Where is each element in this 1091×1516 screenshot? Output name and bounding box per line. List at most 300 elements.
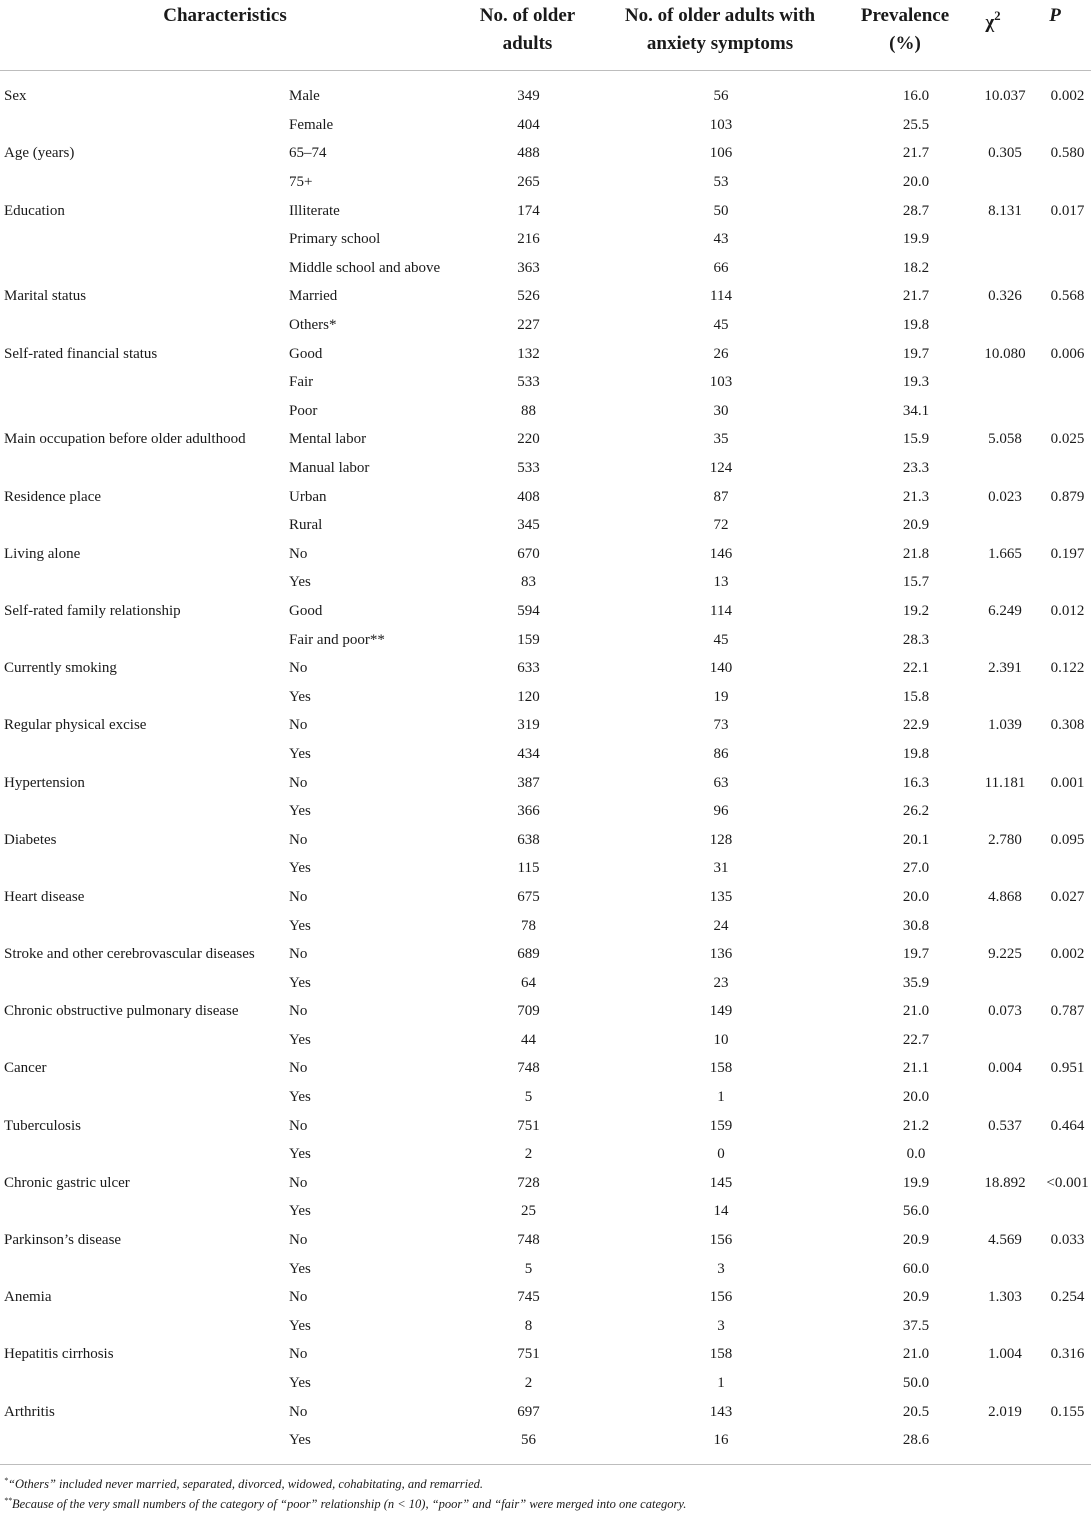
p-value-cell: [1044, 797, 1091, 826]
category-cell: Illiterate: [289, 202, 340, 219]
table-row: [0, 1083, 1091, 1112]
category-cell: Manual labor: [289, 460, 370, 477]
table-row: [0, 997, 1091, 1026]
chi-square-cell: [966, 1140, 1044, 1169]
prevalence-cell: 60.0: [902, 1260, 930, 1277]
characteristic-cell: [0, 1312, 289, 1341]
anxiety-count-cell: 1: [717, 1089, 725, 1106]
table-row: [0, 1369, 1091, 1398]
table-body: [0, 82, 1091, 1455]
characteristic-cell: Marital status: [4, 288, 87, 305]
prevalence-cell: 28.7: [902, 202, 930, 219]
table-row: [0, 482, 1091, 511]
table-row: [0, 368, 1091, 397]
n-adults-cell: 88: [521, 402, 536, 419]
prevalence-cell: 21.1: [902, 1060, 930, 1077]
chi-square-cell: [966, 1083, 1044, 1112]
category-cell: Yes: [289, 1146, 311, 1163]
footnote-2-text: Because of the very small numbers of the category of “poor” relationship (n < 10), “poor” and “fair” were merged into one category.: [12, 1497, 687, 1512]
characteristic-cell: Self-rated financial status: [4, 345, 158, 362]
anxiety-count-cell: 145: [709, 1174, 733, 1191]
anxiety-count-cell: 159: [709, 1117, 733, 1134]
n-adults-cell: 159: [517, 631, 540, 648]
p-value-cell: [1044, 111, 1091, 140]
characteristic-cell: [0, 568, 289, 597]
n-adults-cell: 115: [517, 860, 540, 877]
p-value-cell: <0.001: [1046, 1174, 1089, 1191]
prevalence-cell: 19.7: [902, 946, 930, 963]
chi-square-cell: [966, 1426, 1044, 1455]
characteristic-cell: Education: [4, 202, 65, 219]
characteristic-cell: [0, 1426, 289, 1455]
category-cell: Female: [289, 116, 334, 133]
n-adults-cell: 56: [521, 1432, 536, 1449]
table-row: [0, 1283, 1091, 1312]
prevalence-cell: 15.7: [902, 574, 930, 591]
prevalence-cell: 22.9: [902, 717, 930, 734]
prevalence-cell: 20.9: [902, 1232, 930, 1249]
data-table: [0, 82, 1091, 1455]
anxiety-count-cell: 56: [713, 88, 729, 105]
characteristic-cell: Self-rated family relationship: [4, 602, 181, 619]
p-value-cell: 0.017: [1050, 202, 1085, 219]
characteristic-cell: [0, 968, 289, 997]
n-adults-cell: 25: [521, 1203, 536, 1220]
table-row: [0, 883, 1091, 912]
p-value-cell: [1044, 1312, 1091, 1341]
characteristic-cell: [0, 854, 289, 883]
n-adults-cell: 132: [517, 345, 540, 362]
category-cell: Yes: [289, 574, 311, 591]
p-value-cell: 0.464: [1050, 1117, 1085, 1134]
footnote-2: [4, 1496, 686, 1512]
anxiety-count-cell: 158: [709, 1346, 733, 1363]
anxiety-count-cell: 106: [709, 145, 733, 162]
n-adults-cell: 363: [517, 259, 540, 276]
table-row: [0, 768, 1091, 797]
n-adults-cell: 2: [524, 1146, 533, 1163]
n-adults-cell: 83: [521, 574, 536, 591]
chi-square-cell: 2.780: [988, 831, 1022, 848]
characteristic-cell: [0, 1197, 289, 1226]
prevalence-cell: 50.0: [902, 1375, 930, 1392]
p-value-cell: [1044, 454, 1091, 483]
header-characteristics: Characteristics: [163, 5, 287, 26]
table-row: [0, 282, 1091, 311]
anxiety-count-cell: 149: [709, 1003, 733, 1020]
anxiety-count-cell: 45: [713, 317, 729, 334]
chi-square-cell: 0.023: [988, 488, 1022, 505]
table-row: [0, 740, 1091, 769]
n-adults-cell: 5: [524, 1089, 533, 1106]
characteristic-cell: [0, 311, 289, 340]
chi-square-cell: 2.019: [988, 1403, 1022, 1420]
category-cell: Yes: [289, 803, 311, 820]
prevalence-cell: 21.2: [902, 1117, 930, 1134]
table-row: [0, 1226, 1091, 1255]
chi-square-cell: [966, 968, 1044, 997]
anxiety-count-cell: 114: [710, 602, 732, 619]
p-value-cell: 0.580: [1050, 145, 1085, 162]
n-adults-cell: 670: [517, 545, 540, 562]
category-cell: No: [289, 1289, 308, 1306]
table-row: [0, 854, 1091, 883]
p-value-cell: 0.002: [1050, 88, 1085, 105]
p-value-cell: 0.122: [1050, 660, 1085, 677]
prevalence-cell: 0.0: [906, 1146, 926, 1163]
characteristic-cell: Living alone: [4, 545, 81, 562]
anxiety-count-cell: 73: [713, 717, 729, 734]
n-adults-cell: 434: [517, 745, 540, 762]
p-value-cell: 0.025: [1050, 431, 1085, 448]
chi-square-cell: [966, 368, 1044, 397]
header-prevalence: [850, 2, 960, 58]
p-value-cell: [1044, 854, 1091, 883]
anxiety-count-cell: 103: [709, 116, 733, 133]
header-prev-line1: Prevalence: [860, 5, 950, 26]
characteristic-cell: [0, 168, 289, 197]
chi-square-cell: [966, 225, 1044, 254]
header-anxiety: [600, 2, 840, 58]
anxiety-count-cell: 87: [713, 488, 729, 505]
n-adults-cell: 5: [524, 1260, 533, 1277]
table-row: [0, 139, 1091, 168]
prevalence-cell: 16.3: [902, 774, 930, 791]
header-chi-square: [963, 2, 1023, 37]
table-row: [0, 1169, 1091, 1198]
table-row: [0, 797, 1091, 826]
table-row: [0, 1054, 1091, 1083]
footnote-1: [4, 1476, 483, 1492]
n-adults-cell: 8: [524, 1317, 533, 1334]
category-cell: Mental labor: [289, 431, 367, 448]
anxiety-count-cell: 10: [713, 1031, 729, 1048]
characteristic-cell: Sex: [4, 88, 27, 105]
n-adults-cell: 709: [517, 1003, 540, 1020]
category-cell: No: [289, 545, 308, 562]
chi-square-cell: 1.004: [988, 1346, 1022, 1363]
p-value-cell: [1044, 1140, 1091, 1169]
chi-square-cell: [966, 1026, 1044, 1055]
category-cell: 65–74: [289, 145, 327, 162]
prevalence-cell: 20.1: [902, 831, 930, 848]
p-value-cell: 0.316: [1050, 1346, 1085, 1363]
chi-square-cell: [966, 1369, 1044, 1398]
prevalence-cell: 21.3: [902, 488, 930, 505]
table-row: [0, 1140, 1091, 1169]
category-cell: Yes: [289, 1432, 311, 1449]
characteristic-cell: Heart disease: [4, 888, 85, 905]
anxiety-count-cell: 63: [713, 774, 729, 791]
table-row: [0, 225, 1091, 254]
category-cell: Yes: [289, 1089, 311, 1106]
p-value-cell: 0.033: [1050, 1232, 1085, 1249]
n-adults-cell: 526: [517, 288, 540, 305]
chi-square-cell: 0.073: [988, 1003, 1022, 1020]
anxiety-count-cell: 35: [713, 431, 729, 448]
n-adults-cell: 488: [517, 145, 540, 162]
prevalence-cell: 37.5: [902, 1317, 930, 1334]
table-row: [0, 511, 1091, 540]
n-adults-cell: 216: [517, 231, 540, 248]
characteristic-cell: Tuberculosis: [4, 1117, 81, 1134]
category-cell: No: [289, 1232, 308, 1249]
p-value-cell: 0.006: [1050, 345, 1085, 362]
chi-square-cell: [966, 1197, 1044, 1226]
header-anx-line1: No. of older adults with: [624, 5, 816, 26]
characteristic-cell: [0, 1254, 289, 1283]
prevalence-cell: 26.2: [902, 803, 930, 820]
n-adults-cell: 227: [517, 317, 540, 334]
characteristic-cell: Cancer: [4, 1060, 47, 1077]
prevalence-cell: 19.9: [902, 1174, 930, 1191]
header-chi-exp: 2: [994, 8, 1001, 23]
prevalence-cell: 19.8: [902, 745, 930, 762]
anxiety-count-cell: 114: [710, 288, 732, 305]
anxiety-count-cell: 45: [713, 631, 729, 648]
p-value-cell: 0.012: [1050, 602, 1085, 619]
table-row: [0, 1254, 1091, 1283]
category-cell: Fair: [289, 374, 314, 391]
category-cell: Good: [289, 602, 323, 619]
anxiety-count-cell: 158: [709, 1060, 733, 1077]
chi-square-cell: 18.892: [984, 1174, 1026, 1191]
p-value-cell: [1044, 968, 1091, 997]
n-adults-cell: 120: [517, 688, 540, 705]
characteristic-cell: [0, 740, 289, 769]
p-value-cell: [1044, 397, 1091, 426]
p-value-cell: 0.155: [1050, 1403, 1085, 1420]
p-value-cell: [1044, 1026, 1091, 1055]
p-value-cell: [1044, 1197, 1091, 1226]
n-adults-cell: 64: [521, 974, 536, 991]
prevalence-cell: 28.6: [902, 1432, 930, 1449]
table-row: [0, 1340, 1091, 1369]
characteristic-cell: Chronic gastric ulcer: [4, 1174, 130, 1191]
chi-square-cell: [966, 568, 1044, 597]
anxiety-count-cell: 96: [713, 803, 729, 820]
n-adults-cell: 638: [517, 831, 540, 848]
p-value-cell: 0.001: [1050, 774, 1085, 791]
anxiety-count-cell: 26: [713, 345, 729, 362]
table-row: [0, 1312, 1091, 1341]
chi-square-cell: 8.131: [988, 202, 1022, 219]
characteristic-cell: [0, 1140, 289, 1169]
category-cell: No: [289, 1060, 308, 1077]
n-adults-cell: 366: [517, 803, 540, 820]
characteristic-cell: Arthritis: [4, 1403, 55, 1420]
chi-square-cell: [966, 682, 1044, 711]
prevalence-cell: 20.0: [902, 174, 930, 191]
chi-square-cell: [966, 454, 1044, 483]
p-value-cell: [1044, 225, 1091, 254]
anxiety-count-cell: 136: [709, 946, 733, 963]
n-adults-cell: 748: [517, 1060, 540, 1077]
prevalence-cell: 19.2: [902, 602, 930, 619]
table-row: [0, 454, 1091, 483]
prevalence-cell: 15.8: [902, 688, 930, 705]
bottom-rule: [0, 1464, 1091, 1465]
prevalence-cell: 56.0: [902, 1203, 930, 1220]
characteristic-cell: Diabetes: [4, 831, 57, 848]
n-adults-cell: 319: [517, 717, 540, 734]
chi-square-cell: 0.537: [988, 1117, 1022, 1134]
prevalence-cell: 21.7: [902, 145, 930, 162]
chi-square-cell: [966, 1254, 1044, 1283]
chi-square-cell: [966, 397, 1044, 426]
anxiety-count-cell: 156: [709, 1289, 733, 1306]
characteristic-cell: Hypertension: [4, 774, 85, 791]
anxiety-count-cell: 23: [713, 974, 729, 991]
characteristic-cell: [0, 682, 289, 711]
chi-square-cell: [966, 111, 1044, 140]
n-adults-cell: 404: [517, 116, 540, 133]
n-adults-cell: 44: [521, 1031, 536, 1048]
prevalence-cell: 21.0: [902, 1003, 930, 1020]
table-row: [0, 654, 1091, 683]
chi-square-cell: 9.225: [988, 946, 1022, 963]
table-row: [0, 168, 1091, 197]
chi-square-cell: 2.391: [988, 660, 1022, 677]
characteristic-cell: Hepatitis cirrhosis: [4, 1346, 114, 1363]
p-value-cell: [1044, 1083, 1091, 1112]
anxiety-count-cell: 124: [709, 460, 733, 477]
table-row: [0, 111, 1091, 140]
category-cell: No: [289, 1174, 308, 1191]
prevalence-cell: 35.9: [902, 974, 930, 991]
p-value-cell: 0.254: [1050, 1289, 1085, 1306]
characteristic-cell: [0, 1369, 289, 1398]
header-anx-line2: anxiety symptoms: [646, 33, 794, 54]
header-prev-line2: (%): [889, 33, 921, 54]
anxiety-count-cell: 43: [713, 231, 729, 248]
category-cell: No: [289, 717, 308, 734]
category-cell: No: [289, 660, 308, 677]
chi-square-cell: [966, 1312, 1044, 1341]
characteristic-cell: [0, 454, 289, 483]
characteristic-cell: Chronic obstructive pulmonary disease: [4, 1003, 239, 1020]
n-adults-cell: 748: [517, 1232, 540, 1249]
category-cell: Married: [289, 288, 338, 305]
anxiety-count-cell: 0: [717, 1146, 725, 1163]
category-cell: Others*: [289, 317, 337, 334]
table-header: [0, 0, 1091, 70]
category-cell: No: [289, 774, 308, 791]
chi-square-cell: 11.181: [984, 774, 1026, 791]
p-value-cell: 0.568: [1050, 288, 1085, 305]
header-chi-symbol: χ: [985, 12, 995, 33]
n-adults-cell: 594: [517, 602, 540, 619]
table-row: [0, 682, 1091, 711]
anxiety-count-cell: 3: [717, 1317, 725, 1334]
table-row: [0, 196, 1091, 225]
table-row: [0, 940, 1091, 969]
n-adults-cell: 78: [521, 917, 536, 934]
category-cell: Yes: [289, 974, 311, 991]
n-adults-cell: 751: [517, 1117, 540, 1134]
table-row: [0, 911, 1091, 940]
prevalence-cell: 19.3: [902, 374, 930, 391]
chi-square-cell: [966, 311, 1044, 340]
p-value-cell: 0.002: [1050, 946, 1085, 963]
category-cell: No: [289, 1117, 308, 1134]
prevalence-cell: 18.2: [902, 259, 930, 276]
characteristic-cell: Anemia: [4, 1289, 52, 1306]
n-adults-cell: 174: [517, 202, 540, 219]
anxiety-count-cell: 103: [709, 374, 733, 391]
anxiety-count-cell: 66: [713, 259, 729, 276]
header-p: P: [1049, 5, 1061, 26]
characteristic-cell: [0, 1026, 289, 1055]
category-cell: No: [289, 1403, 308, 1420]
p-value-cell: [1044, 368, 1091, 397]
prevalence-cell: 20.9: [902, 1289, 930, 1306]
category-cell: Poor: [289, 402, 318, 419]
category-cell: Male: [289, 88, 320, 105]
category-cell: 75+: [289, 174, 313, 191]
table-row: [0, 968, 1091, 997]
prevalence-cell: 21.7: [902, 288, 930, 305]
anxiety-count-cell: 13: [713, 574, 729, 591]
table-row: [0, 254, 1091, 283]
p-value-cell: [1044, 511, 1091, 540]
chi-square-cell: [966, 625, 1044, 654]
chi-square-cell: 0.004: [988, 1060, 1022, 1077]
anxiety-count-cell: 128: [709, 831, 733, 848]
prevalence-cell: 21.8: [902, 545, 930, 562]
anxiety-count-cell: 16: [713, 1432, 729, 1449]
chi-square-cell: 0.326: [988, 288, 1022, 305]
category-cell: No: [289, 888, 308, 905]
anxiety-count-cell: 24: [713, 917, 729, 934]
anxiety-count-cell: 3: [717, 1260, 725, 1277]
category-cell: Urban: [289, 488, 327, 505]
table-row: [0, 625, 1091, 654]
chi-square-cell: 10.080: [984, 345, 1026, 362]
characteristic-cell: [0, 225, 289, 254]
prevalence-cell: 20.9: [902, 517, 930, 534]
table-row: [0, 425, 1091, 454]
p-value-cell: 0.787: [1050, 1003, 1085, 1020]
category-cell: Yes: [289, 688, 311, 705]
prevalence-cell: 27.0: [902, 860, 930, 877]
table-row: [0, 311, 1091, 340]
p-value-cell: [1044, 911, 1091, 940]
category-cell: Yes: [289, 745, 311, 762]
anxiety-count-cell: 135: [709, 888, 733, 905]
category-cell: Rural: [289, 517, 323, 534]
anxiety-count-cell: 14: [713, 1203, 729, 1220]
prevalence-cell: 15.9: [902, 431, 930, 448]
chi-square-cell: 6.249: [988, 602, 1022, 619]
chi-square-cell: [966, 511, 1044, 540]
p-value-cell: 0.027: [1050, 888, 1085, 905]
category-cell: Middle school and above: [289, 259, 441, 276]
characteristic-cell: [0, 254, 289, 283]
category-cell: Yes: [289, 860, 311, 877]
chi-square-cell: 0.305: [988, 145, 1022, 162]
characteristic-cell: [0, 911, 289, 940]
footnote-1-mark: *: [4, 1476, 8, 1485]
p-value-cell: [1044, 568, 1091, 597]
n-adults-cell: 349: [517, 88, 540, 105]
characteristic-cell: [0, 397, 289, 426]
n-adults-cell: 408: [517, 488, 540, 505]
table-row: [0, 1026, 1091, 1055]
anxiety-count-cell: 86: [713, 745, 729, 762]
category-cell: Fair and poor**: [289, 631, 385, 648]
table-row: [0, 597, 1091, 626]
